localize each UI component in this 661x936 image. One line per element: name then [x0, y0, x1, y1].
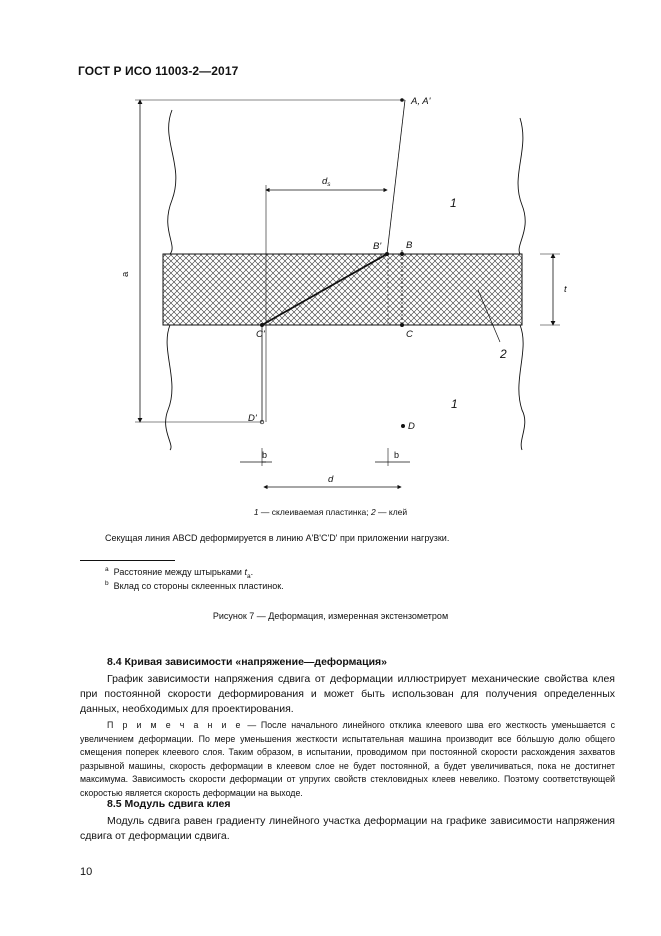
section-8-5-paragraph: Модуль сдвига равен градиенту линейного участка деформации на графике зависимости напряжения сдвига от деформации сдвига. — [80, 815, 615, 842]
section-8-4-note — [80, 719, 615, 801]
footnote-a-var: t — [244, 567, 247, 577]
label-a-top: A, A' — [411, 96, 431, 107]
label-d: D — [408, 421, 415, 432]
label-dim-d: d — [328, 474, 334, 485]
label-b-prime: B' — [373, 241, 382, 252]
label-d-prime: D' — [248, 413, 257, 424]
figure-caption: Рисунок 7 — Деформация, измеренная экстензометром — [212, 611, 449, 621]
label-region-upper: 1 — [450, 196, 457, 210]
label-dim-b-left: b — [262, 450, 268, 460]
label-dim-a: a — [120, 271, 131, 277]
label-c: C — [406, 329, 413, 340]
legend-text-2: — клей — [375, 507, 408, 517]
note-label: П р и м е ч а н и е — [107, 720, 243, 730]
label-region-lower: 1 — [451, 397, 458, 411]
page-number: 10 — [80, 866, 93, 878]
footnote-rule — [80, 560, 175, 561]
note-text: — После начального линейного отклика клеевого шва его жесткость уменьшается с увеличением деформации. По мере уменьшения жесткости испытательная машина производит все бóльшую долю общего смещения поперек клеевого слоя. Таким образом, в испытании, проводимом при постоянной скорости расхождения захватов разрывной машины, скорость деформации в клеевом слое не будет постоянной, а будет увеличиваться, пока не достигнет максимума. Зависимость скорости деформации от упругих свойств стекловидных клеев невелико. Поэтому соответствующей скоростью является скорость деформации на выходе. — [80, 720, 615, 798]
legend-num-1: 1 — [253, 507, 259, 517]
section-8-5-title: 8.5 Модуль сдвига клея — [107, 798, 231, 810]
label-adhesive: 2 — [500, 347, 507, 361]
footnote-a-mark: a — [105, 566, 109, 573]
document-header: ГОСТ Р ИСО 11003-2—2017 — [78, 64, 239, 78]
footnote-a-var-sub: a — [247, 572, 251, 580]
footnote-a — [105, 566, 253, 580]
legend-num-2: 2 — [370, 507, 376, 517]
footnote-b-mark: b — [105, 580, 109, 587]
adhesive-layer — [163, 254, 522, 325]
footnote-b — [105, 580, 284, 591]
label-c-prime: C' — [256, 329, 265, 340]
label-dim-b-right: b — [394, 450, 400, 460]
legend-text-1: — склеиваемая пластинка; — [258, 507, 371, 517]
label-dim-t: t — [564, 284, 567, 295]
label-b: B — [406, 240, 413, 251]
label-ds: $d_s$ — [322, 176, 331, 188]
footnote-a-tail: . — [250, 567, 254, 577]
secant-note: Секущая линия ABCD деформируется в линию A'B'C'D' при приложении нагрузки. — [105, 533, 450, 543]
section-8-4-paragraph: График зависимости напряжения сдвига от деформации иллюстрирует механические свойства клея при постоянной скорости деформирования и может быть использован для получения определенных данных, необходимых для проектирования. — [80, 673, 615, 715]
section-8-4-title: 8.4 Кривая зависимости «напряжение—деформация» — [107, 656, 388, 668]
figure-legend — [0, 507, 661, 517]
footnote-a-text: Расстояние между штырьками — [113, 567, 242, 577]
footnote-b-text: Вклад со стороны склеенных пластинок. — [113, 581, 284, 591]
